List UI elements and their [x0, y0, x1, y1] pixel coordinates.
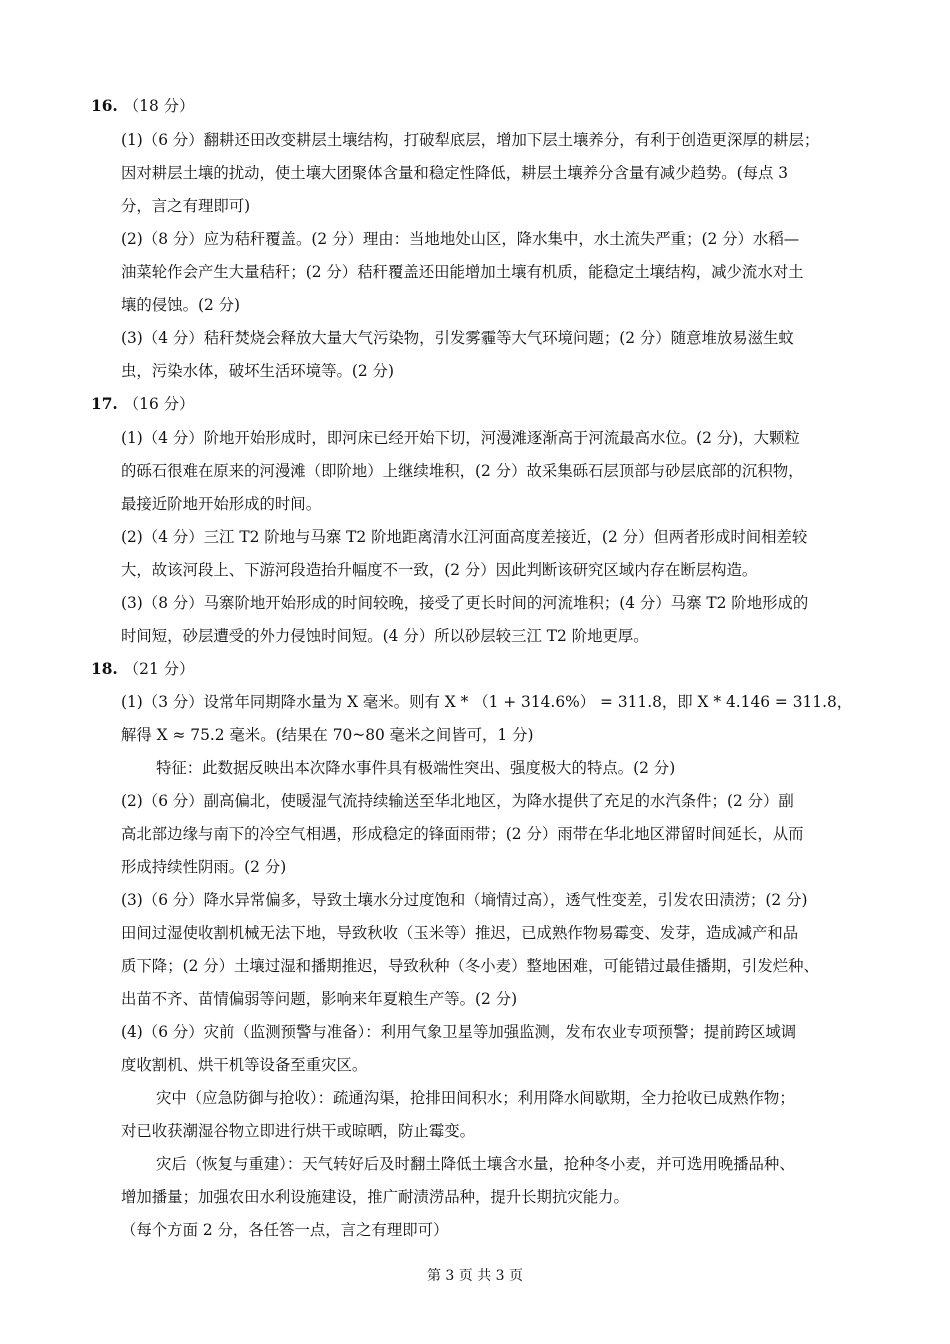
answer-line: 对已收获潮湿谷物立即进行烘干或晾晒，防止霉变。: [121, 1122, 475, 1140]
answer-line: 油菜轮作会产生大量秸秆；(2 分）秸秆覆盖还田能增加土壤有机质，能稳定土壤结构，减少流水对土: [121, 263, 804, 281]
answer-line: 分，言之有理即可): [121, 197, 251, 215]
question-16-heading: [91, 96, 194, 116]
answer-line: 高北部边缘与南下的冷空气相遇，形成稳定的锋面雨带；(2 分）雨带在华北地区滞留时间延长，从而: [121, 825, 804, 843]
answer-line: (2)（8 分）应为秸秆覆盖。(2 分）理由：当地地处山区，降水集中，水土流失严重；(2 分）水稻—: [121, 230, 800, 248]
answer-line: 灾后（恢复与重建）：天气转好后及时翻土降低土壤含水量，抢种冬小麦，并可选用晚播品种、: [156, 1155, 795, 1173]
answer-line: 增加播量；加强农田水利设施建设，推广耐渍涝品种，提升长期抗灾能力。: [121, 1188, 629, 1206]
answer-line: 大，故该河段上、下游河段造抬升幅度不一致，(2 分）因此判断该研究区域内存在断层构造。: [121, 561, 758, 579]
answer-line: (2)（4 分）三江 T2 阶地与马寨 T2 阶地距离清水江河面高度差接近，(2 分）但两者形成时间相差较: [121, 528, 808, 546]
answer-line: 质下降；(2 分）土壤过湿和播期推迟，导致秋种（冬小麦）整地困难，可能错过最佳播期，引发烂种、: [121, 957, 819, 975]
question-number: 18.: [91, 660, 118, 678]
answer-line: (3)（4 分）秸秆焚烧会释放大量大气污染物，引发雾霾等大气环境问题；(2 分）随意堆放易滋生蚊: [121, 329, 794, 347]
answer-line: 特征：此数据反映出本次降水事件具有极端性突出、强度极大的特点。(2 分): [156, 759, 676, 777]
answer-line: (4)（6 分）灾前（监测预警与准备）：利用气象卫星等加强监测，发布农业专项预警；提前跨区域调: [121, 1023, 797, 1041]
answer-line: 的砾石很难在原来的河漫滩（即阶地）上继续堆积，(2 分）故采集砾石层顶部与砂层底部的沉积物，: [121, 462, 804, 480]
answer-line: 形成持续性阴雨。(2 分): [121, 858, 287, 876]
answer-line: 因对耕层土壤的扰动，使土壤大团聚体含量和稳定性降低，耕层土壤养分含量有减少趋势。(每点 3: [121, 164, 789, 182]
answer-line: (2)（6 分）副高偏北，使暖湿气流持续输送至华北地区，为降水提供了充足的水汽条件；(2 分）副: [121, 792, 794, 810]
answer-line: 虫，污染水体，破坏生活环境等。(2 分): [121, 362, 394, 380]
question-number: 16.: [91, 97, 118, 115]
scoring-note: （每个方面 2 分，各任答一点，言之有理即可）: [121, 1221, 449, 1239]
answer-line: 最接近阶地开始形成的时间。: [121, 495, 322, 513]
question-18-heading: [91, 659, 194, 679]
answer-line: 出苗不齐、苗情偏弱等问题，影响来年夏粮生产等。(2 分): [121, 990, 518, 1008]
answer-line: 时间短，砂层遭受的外力侵蚀时间短。(4 分）所以砂层较三江 T2 阶地更厚。: [121, 627, 649, 645]
question-points: （21 分）: [123, 660, 195, 678]
answer-line: (3)（6 分）降水异常偏多，导致土壤水分过度饱和（墒情过高），透气性变差，引发农田渍涝；(2 分): [121, 891, 808, 909]
question-number: 17.: [91, 395, 118, 413]
answer-line: 灾中（应急防御与抢收）：疏通沟渠，抢排田间积水；利用降水间歇期，全力抢收已成熟作物；: [156, 1089, 795, 1107]
question-17-heading: [91, 394, 194, 414]
answer-line: 壤的侵蚀。(2 分): [121, 296, 241, 314]
answer-line: 度收割机、烘干机等设备至重灾区。: [121, 1056, 368, 1074]
answer-line: (1)（4 分）阶地开始形成时，即河床已经开始下切，河漫滩逐渐高于河流最高水位。(2 分)，大颗粒: [121, 429, 800, 447]
answer-line: 田间过湿使收割机械无法下地，导致秋收（玉米等）推迟，已成熟作物易霉变、发芽，造成减产和品: [121, 924, 799, 942]
answer-line: 解得 X ≈ 75.2 毫米。(结果在 70~80 毫米之间皆可，1 分): [121, 726, 534, 744]
answer-line: (1)（3 分）设常年同期降水量为 X 毫米。则有 X * （1 + 314.6%） = 311.8，即 X * 4.146 = 311.8，: [121, 693, 853, 711]
question-points: （16 分）: [123, 395, 195, 413]
question-points: （18 分）: [123, 97, 195, 115]
answer-line: (3)（8 分）马寨阶地开始形成的时间较晚，接受了更长时间的河流堆积；(4 分）马寨 T2 阶地形成的: [121, 594, 809, 612]
answer-line: (1)（6 分）翻耕还田改变耕层土壤结构，打破犁底层，增加下层土壤养分，有利于创造更深厚的耕层；: [121, 131, 820, 149]
page-footer: 第 3 页 共 3 页: [426, 1268, 524, 1284]
